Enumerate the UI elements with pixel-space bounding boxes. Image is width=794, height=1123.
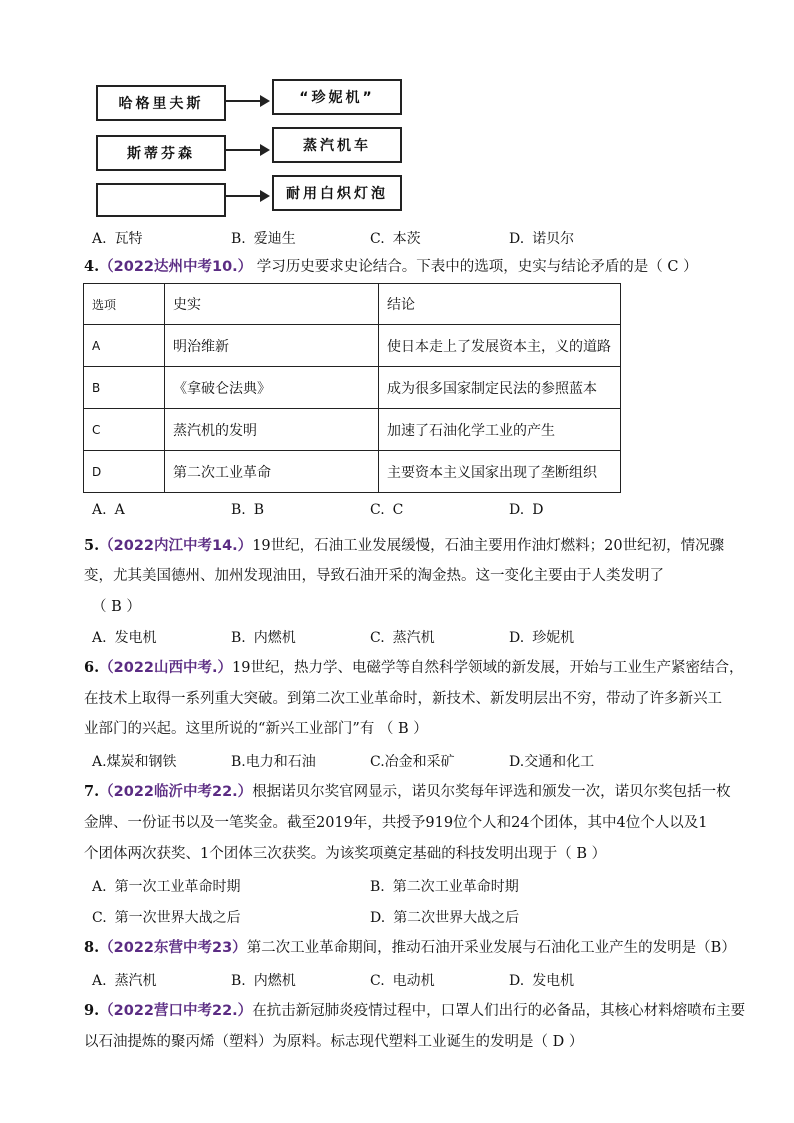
- option-letter: A.: [92, 502, 107, 518]
- q8-option-d[interactable]: [509, 970, 574, 990]
- q6-option-d[interactable]: [509, 751, 594, 771]
- question-number: 5.: [84, 537, 100, 554]
- diagram-inventor-box-2: [96, 135, 226, 171]
- table-row: [84, 367, 621, 409]
- q6-option-b[interactable]: [231, 751, 316, 771]
- option-letter: A.: [92, 630, 107, 646]
- q8-option-c[interactable]: [370, 970, 435, 990]
- history-conclusion-table: [83, 283, 621, 493]
- question-number: 7.: [84, 783, 100, 800]
- option-text: 第一次世界大战之后: [114, 910, 241, 926]
- q5-option-d[interactable]: [509, 627, 574, 647]
- diagram-invention-1: “珍妮机”: [299, 90, 375, 106]
- q8-option-b[interactable]: [231, 970, 296, 990]
- diagram-arrowhead-1: [260, 95, 270, 107]
- q6-stem-line-3: 业部门的兴起。这里所说的“新兴工业部门”有 （ B ）: [84, 721, 428, 737]
- question-number: 6.: [84, 659, 100, 676]
- diagram-arrow-3: [224, 195, 262, 197]
- table-cell: 明治维新: [165, 325, 379, 367]
- option-letter: B.: [370, 879, 385, 895]
- q6-option-c[interactable]: [370, 751, 455, 771]
- q6-stem-line-1: [84, 658, 743, 678]
- table-cell: 第二次工业革命: [165, 451, 379, 493]
- option-text: 蒸汽机: [114, 973, 157, 989]
- table-cell: 蒸汽机的发明: [165, 409, 379, 451]
- option-text: 内燃机: [253, 630, 296, 646]
- table-row: [84, 325, 621, 367]
- option-letter: A.: [92, 754, 107, 770]
- question-number: 9.: [84, 1002, 100, 1019]
- diagram-arrowhead-3: [260, 190, 270, 202]
- option-letter: A.: [92, 231, 107, 247]
- diagram-inventor-box-3: [96, 183, 226, 217]
- q5-stem-line-2: 变，尤其美国德州、加州发现油田，导致石油开采的淘金热。这一变化主要由于人类发明了: [84, 568, 664, 584]
- option-text: 电力和石油: [245, 754, 316, 770]
- diagram-invention-2: 蒸汽机车: [303, 138, 371, 154]
- option-text: 内燃机: [253, 973, 296, 989]
- question-source: （2022内江中考14.）: [99, 538, 253, 554]
- q6-option-a[interactable]: [92, 751, 177, 771]
- diagram-arrowhead-2: [260, 144, 270, 156]
- q7-option-c[interactable]: [92, 907, 241, 927]
- option-letter: C.: [92, 910, 107, 926]
- q8-stem-line-1: [84, 938, 736, 958]
- diagram-inventor-2: 斯蒂芬森: [127, 146, 195, 162]
- table-header-cell: 选项: [84, 284, 165, 325]
- question-text: 学习历史要求史论结合。下表中的选项，史实与结论矛盾的是（ C ）: [252, 259, 698, 275]
- question-source: （2022达州中考10.）: [99, 259, 253, 275]
- option-text: 冶金和采矿: [384, 754, 455, 770]
- table-cell: D: [84, 451, 165, 493]
- question-source: （2022临沂中考22.）: [99, 784, 253, 800]
- question-text: 第二次工业革命期间，推动石油开采业发展与石油化工业产生的发明是（B）: [246, 940, 736, 956]
- table-row: [84, 451, 621, 493]
- option-text: 珍妮机: [532, 630, 575, 646]
- diagram-arrow-2: [224, 149, 262, 151]
- option-text: 第二次工业革命时期: [392, 879, 519, 895]
- question-source: （2022营口中考22.）: [99, 1003, 253, 1019]
- option-letter: D.: [509, 630, 525, 646]
- q7-stem-line-2: 金牌、一份证书以及一笔奖金。截至2019年，共授予919位个人和24个团体，其中4位个人以及1: [84, 815, 708, 831]
- table-header-cell: 结论: [379, 284, 621, 325]
- q4-option-d[interactable]: [509, 502, 543, 518]
- option-letter: B.: [231, 231, 246, 247]
- q4-option-b[interactable]: [231, 502, 264, 518]
- q9-stem-line-1: [84, 1001, 745, 1021]
- question-number: 8.: [84, 939, 100, 956]
- diagram-inventor-1: 哈格里夫斯: [118, 96, 204, 112]
- diagram-arrow-1: [224, 100, 262, 102]
- q3-option-c[interactable]: [370, 228, 421, 248]
- option-text: A: [114, 502, 125, 518]
- option-letter: C.: [370, 973, 385, 989]
- question-text: 根据诺贝尔奖官网显示，诺贝尔奖每年评选和颁发一次，诺贝尔奖包括一枚: [252, 784, 731, 800]
- q7-stem-line-3: 个团体两次获奖、1个团体三次获奖。为该奖项奠定基础的科技发明出现于（ B ）: [84, 846, 607, 862]
- table-cell: A: [84, 325, 165, 367]
- option-letter: C.: [370, 502, 385, 518]
- option-text: C: [392, 502, 404, 518]
- option-text: 瓦特: [114, 231, 143, 247]
- option-letter: A.: [92, 879, 107, 895]
- option-letter: C.: [370, 630, 385, 646]
- q3-option-d[interactable]: [509, 228, 574, 248]
- table-cell: 加速了石油化学工业的产生: [379, 409, 621, 451]
- q4-option-c[interactable]: [370, 502, 403, 518]
- option-text: 第一次工业革命时期: [114, 879, 241, 895]
- question-source: （2022东营中考23）: [99, 940, 247, 956]
- option-letter: D.: [509, 231, 525, 247]
- option-text: 本茨: [392, 231, 421, 247]
- table-header-cell: 史实: [165, 284, 379, 325]
- question-source: （2022山西中考.）: [99, 660, 233, 676]
- option-text: 诺贝尔: [532, 231, 575, 247]
- option-letter: C.: [370, 231, 385, 247]
- q6-stem-line-2: 在技术上取得一系列重大突破。到第二次工业革命时，新技术、新发明层出不穷，带动了许多新兴工: [84, 691, 722, 707]
- table-cell: 使日本走上了发展资本主，义的道路: [379, 325, 621, 367]
- question-text: 19世纪，石油工业发展缓慢，石油主要用作油灯燃料；20世纪初，情况骤: [252, 538, 725, 554]
- diagram-inventor-box-1: [96, 85, 226, 121]
- q5-option-b[interactable]: [231, 627, 296, 647]
- option-letter: B.: [231, 630, 246, 646]
- table-cell: C: [84, 409, 165, 451]
- option-letter: D.: [370, 910, 386, 926]
- option-text: 蒸汽机: [392, 630, 435, 646]
- option-text: B: [253, 502, 265, 518]
- q5-stem-line-1: [84, 536, 724, 556]
- option-letter: D.: [509, 754, 525, 770]
- question-text: 在抗击新冠肺炎疫情过程中，口罩人们出行的必备品，其核心材料熔喷布主要: [252, 1003, 746, 1019]
- option-text: 电动机: [392, 973, 435, 989]
- table-cell: 《拿破仑法典》: [165, 367, 379, 409]
- q5-option-a[interactable]: [92, 627, 157, 647]
- q4-stem: [84, 257, 698, 277]
- q7-stem-line-1: [84, 782, 731, 802]
- option-text: 发电机: [114, 630, 157, 646]
- q7-option-d[interactable]: [370, 907, 519, 927]
- q5-option-c[interactable]: [370, 627, 435, 647]
- diagram-invention-box-2: [272, 127, 402, 163]
- option-text: D: [532, 502, 544, 518]
- q9-stem-line-2: 以石油提炼的聚丙烯（塑料）为原料。标志现代塑料工业诞生的发明是（ D ）: [84, 1034, 584, 1050]
- question-text: 19世纪，热力学、电磁学等自然科学领域的新发展，开始与工业生产紧密结合，: [232, 660, 744, 676]
- q5-answer: （ B ）: [92, 599, 141, 615]
- question-number: 4.: [84, 258, 100, 275]
- option-letter: A.: [92, 973, 107, 989]
- diagram-invention-3: 耐用白炽灯泡: [286, 186, 388, 202]
- q3-option-a[interactable]: [92, 228, 143, 248]
- option-text: 煤炭和钢铁: [106, 754, 177, 770]
- option-text: 爱迪生: [253, 231, 296, 247]
- table-cell: 成为很多国家制定民法的参照蓝本: [379, 367, 621, 409]
- option-letter: D.: [509, 502, 525, 518]
- option-letter: B.: [231, 502, 246, 518]
- diagram-invention-box-1: [272, 79, 402, 115]
- option-letter: B.: [231, 754, 246, 770]
- table-header-row: [84, 284, 621, 325]
- option-text: 发电机: [532, 973, 575, 989]
- q3-option-b[interactable]: [231, 228, 296, 248]
- q7-option-a[interactable]: [92, 876, 241, 896]
- table-cell: 主要资本主义国家出现了垄断组织: [379, 451, 621, 493]
- option-letter: C.: [370, 754, 385, 770]
- option-letter: B.: [231, 973, 246, 989]
- table-cell: B: [84, 367, 165, 409]
- option-text: 第二次世界大战之后: [393, 910, 520, 926]
- option-text: 交通和化工: [524, 754, 595, 770]
- table-row: [84, 409, 621, 451]
- diagram-invention-box-3: [272, 175, 402, 211]
- option-letter: D.: [509, 973, 525, 989]
- q8-option-a[interactable]: [92, 970, 157, 990]
- q4-option-a[interactable]: [92, 502, 125, 518]
- q7-option-b[interactable]: [370, 876, 519, 896]
